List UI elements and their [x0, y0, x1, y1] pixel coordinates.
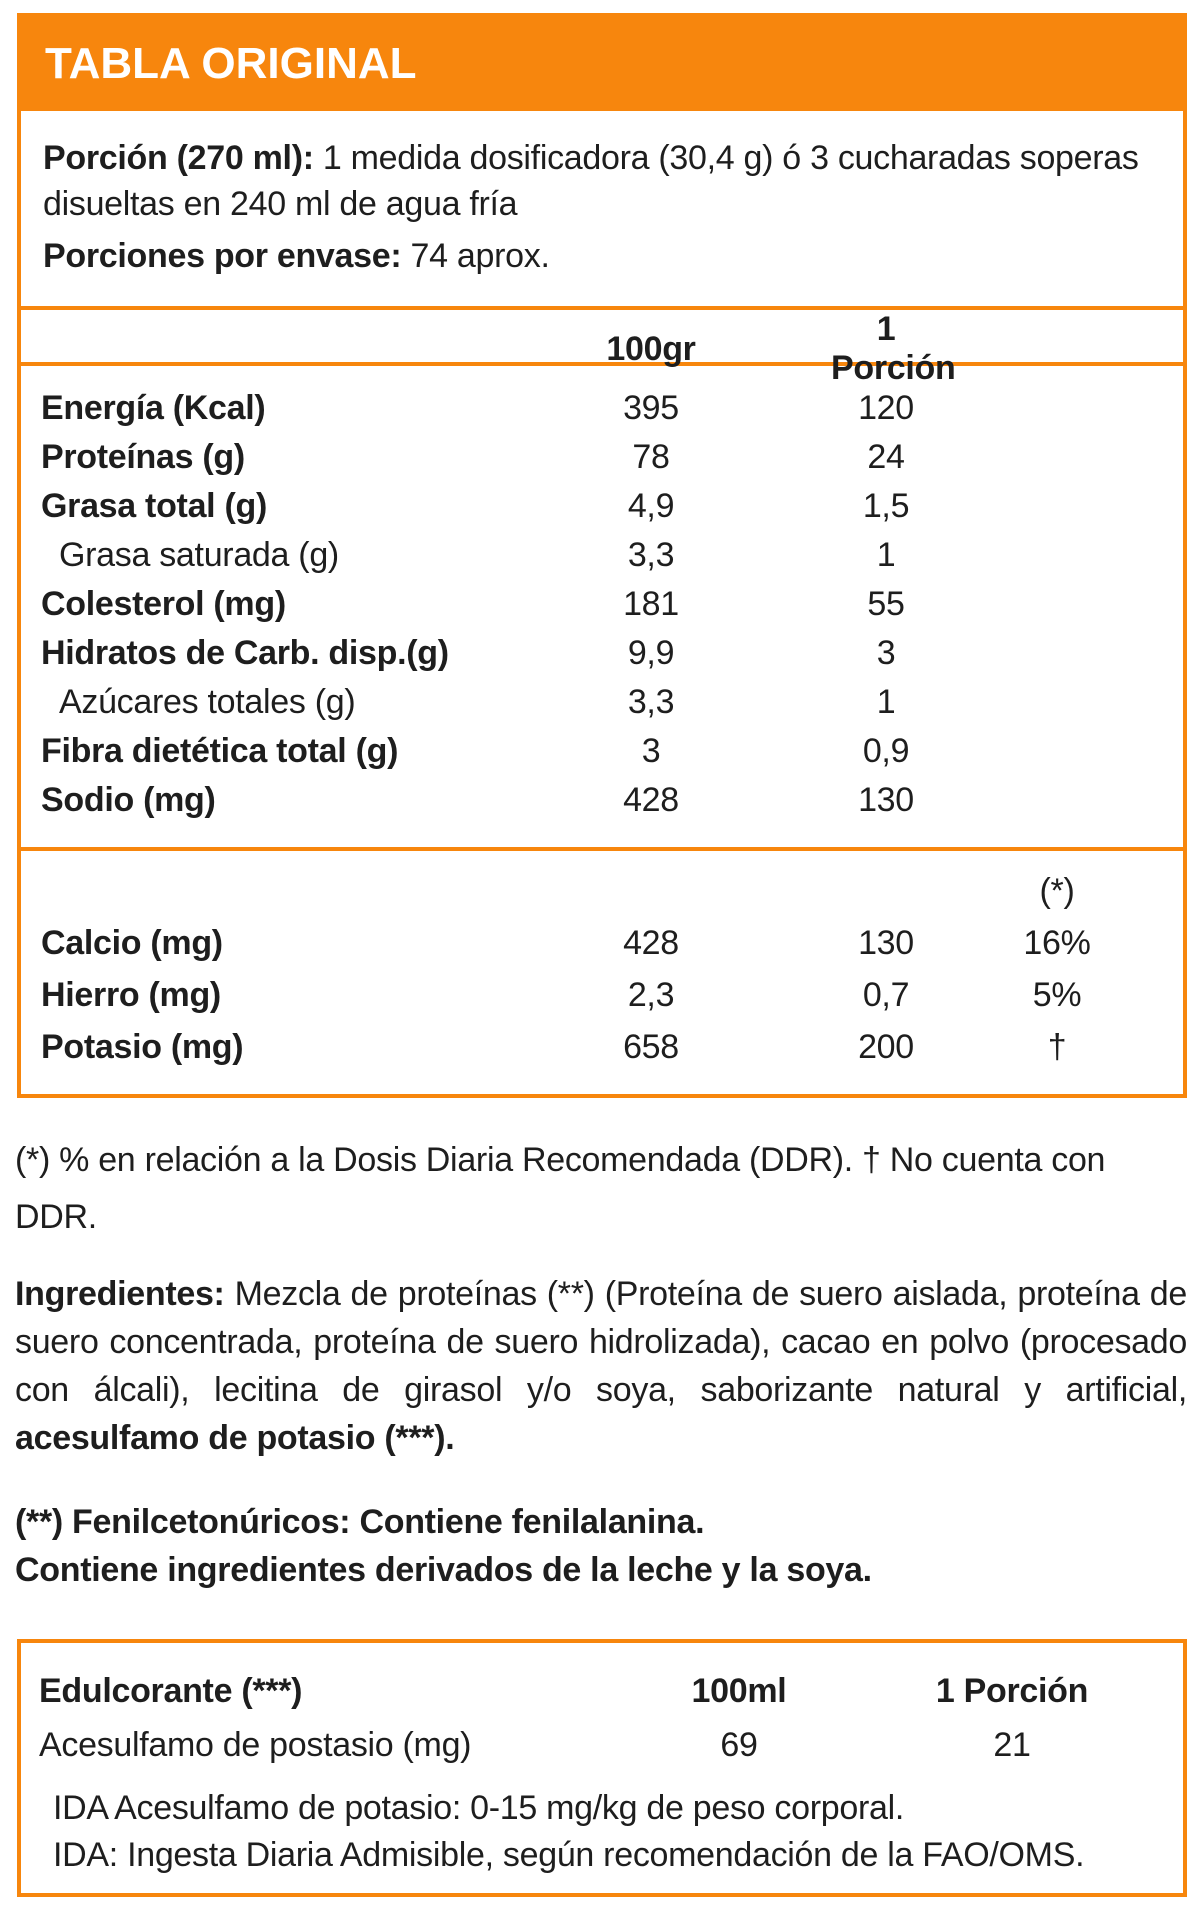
value-per-100ml: 69	[720, 1725, 758, 1764]
value-per-100: 658	[623, 1027, 679, 1066]
value-per-100: 3,3	[627, 536, 675, 574]
value-per-portion: 1,5	[862, 487, 910, 525]
milk-soy-line: Contiene ingredientes derivados de la leche y la soya.	[15, 1551, 872, 1589]
value-per-portion: 130	[858, 923, 914, 962]
nutrient-label: Fibra dietética total (g)	[41, 732, 399, 770]
ingredients-text: Mezcla de proteínas (**) (Proteína de suero aislada, proteína de suero concentrada, proteína de suero hidrolizada), cacao en polvo (procesado con álcali), lecitina de girasol y/o soya, saborizante natural y artificial,	[15, 1275, 1187, 1409]
nutrient-label: Proteínas (g)	[41, 438, 245, 476]
value-per-portion: 120	[858, 389, 914, 427]
value-per-portion: 21	[993, 1725, 1031, 1764]
table-row	[21, 969, 1183, 1021]
servings-label: Porciones por envase:	[43, 237, 402, 275]
table-row	[21, 580, 1183, 629]
portion-text: 1 medida dosificadora (30,4 g) ó 3 cucharadas soperas disueltas en 240 ml de agua fría	[43, 139, 1139, 223]
value-per-portion: 24	[867, 438, 905, 476]
value-per-portion: 200	[858, 1027, 914, 1066]
table-row	[21, 1717, 1183, 1773]
ddr-header-row	[21, 865, 1183, 917]
column-header-row	[21, 306, 1183, 387]
table-row	[21, 482, 1183, 531]
value-per-100: 78	[632, 438, 670, 476]
column-header-porcion: 1 Porción	[831, 310, 956, 387]
ingredients-paragraph	[15, 1270, 1187, 1462]
column-header-100ml: 100ml	[691, 1671, 787, 1710]
value-per-100: 3,3	[627, 683, 675, 721]
value-per-100: 4,9	[627, 487, 675, 525]
nutrient-label: Hidratos de Carb. disp.(g)	[41, 634, 449, 672]
sweetener-label: Acesulfamo de postasio (mg)	[39, 1725, 472, 1764]
table-row	[21, 629, 1183, 678]
table-row	[21, 384, 1183, 433]
nutrient-label: Azúcares totales (g)	[59, 683, 356, 721]
value-ddr-percent: 16%	[1023, 923, 1091, 962]
panel-title-band	[21, 17, 1183, 111]
sweetener-title: Edulcorante (***)	[39, 1671, 303, 1710]
value-per-portion: 0,7	[862, 975, 910, 1014]
nutrient-label: Potasio (mg)	[41, 1027, 244, 1066]
value-per-portion: 55	[867, 585, 905, 623]
table-row	[21, 727, 1183, 776]
sweetener-panel	[17, 1639, 1187, 1897]
value-per-100: 428	[623, 781, 679, 819]
table-row	[21, 776, 1183, 825]
nutrient-label: Grasa total (g)	[41, 487, 267, 525]
nutrient-label: Energía (Kcal)	[41, 389, 266, 427]
value-per-100: 181	[623, 585, 679, 623]
ddr-header: (*)	[1039, 871, 1075, 910]
column-header-100gr: 100gr	[606, 329, 696, 368]
value-per-portion: 1	[876, 683, 896, 721]
ingredients-label: Ingredientes:	[15, 1275, 225, 1313]
servings-text: 74 aprox.	[401, 237, 550, 275]
sweetener-rows	[21, 1717, 1183, 1773]
minerals-section	[21, 847, 1183, 1073]
ida-note-2: IDA: Ingesta Diaria Admisible, según recomendación de la FAO/OMS.	[53, 1836, 1085, 1874]
value-per-100: 395	[623, 389, 679, 427]
value-per-100: 9,9	[627, 634, 675, 672]
ddr-footnote: (*) % en relación a la Dosis Diaria Recomendada (DDR). † No cuenta con DDR.	[15, 1141, 1106, 1236]
nutrition-facts-panel	[17, 13, 1187, 1098]
nutrient-label: Sodio (mg)	[41, 781, 216, 819]
ida-note-1: IDA Acesulfamo de potasio: 0-15 mg/kg de peso corporal.	[53, 1789, 904, 1827]
value-per-portion: 130	[858, 781, 914, 819]
nutrient-label: Calcio (mg)	[41, 923, 223, 962]
portion-label: Porción (270 ml):	[43, 139, 314, 177]
panel-title: TABLA ORIGINAL	[45, 39, 417, 88]
serving-info	[21, 111, 1183, 306]
sweetener-header-row	[21, 1643, 1183, 1717]
phenylketonurics-line: (**) Fenilcetonúricos: Contiene fenilalanina.	[15, 1503, 705, 1541]
value-per-100: 3	[641, 732, 661, 770]
ida-notes	[21, 1773, 1183, 1879]
allergen-warning	[15, 1498, 1187, 1594]
ingredients-bold-tail: acesulfamo de potasio (***).	[15, 1419, 455, 1457]
portion-line	[43, 135, 1159, 227]
value-per-portion: 0,9	[862, 732, 910, 770]
nutrients-section	[21, 366, 1183, 847]
table-row	[21, 678, 1183, 727]
value-per-portion: 3	[876, 634, 896, 672]
value-ddr-percent: †	[1047, 1027, 1067, 1066]
table-row	[21, 531, 1183, 580]
value-per-portion: 1	[876, 536, 896, 574]
value-per-100: 428	[623, 923, 679, 962]
table-row	[21, 917, 1183, 969]
value-ddr-percent: 5%	[1032, 975, 1082, 1014]
nutrient-label: Hierro (mg)	[41, 975, 221, 1014]
column-header-porcion: 1 Porción	[935, 1671, 1089, 1710]
table-row	[21, 1021, 1183, 1073]
servings-line	[43, 233, 1159, 279]
table-row	[21, 433, 1183, 482]
nutrient-label: Grasa saturada (g)	[59, 536, 339, 574]
value-per-100: 2,3	[627, 975, 675, 1014]
nutrient-label: Colesterol (mg)	[41, 585, 286, 623]
